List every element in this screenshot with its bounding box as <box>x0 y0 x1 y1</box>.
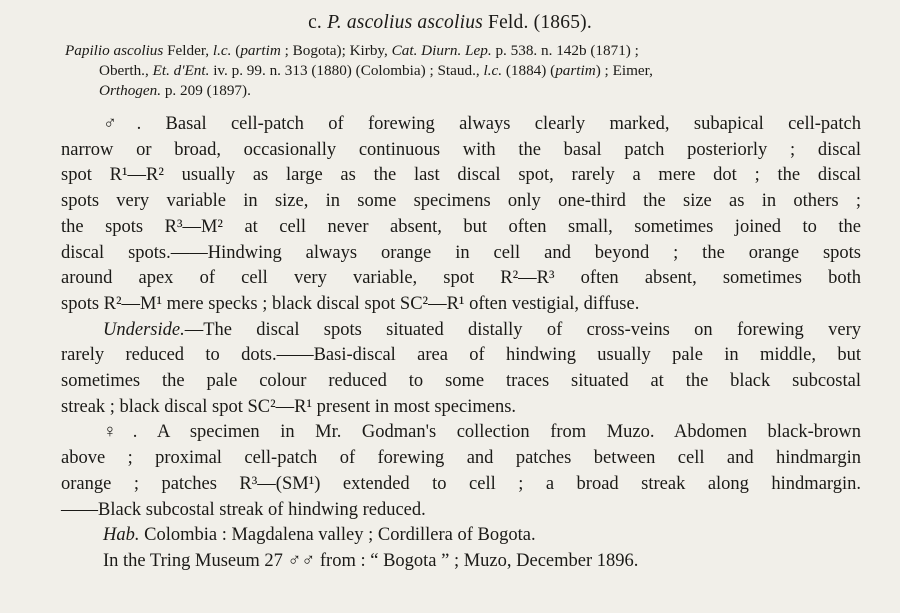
syn-text: Orthogen. <box>99 82 162 99</box>
text-line: ♂. Basal cell-patch of forewing always clearly marked, subapical cell-patch <box>103 114 861 134</box>
syn-text: p. 209 (1897). <box>161 82 251 99</box>
text-line: spots very variable in size, in some specimens only one-third the size as in others ; <box>61 191 861 212</box>
syn-text: Papilio ascolius <box>65 42 164 59</box>
text-line: sometimes the pale colour reduced to some traces situated at the black subcostal <box>61 371 861 392</box>
syn-text: iv. p. 99. n. 313 (1880) (Colombia) ; Staud., <box>209 62 484 79</box>
text-line <box>61 318 861 344</box>
syn-text: p. 538. n. 142b (1871) ; <box>491 42 639 59</box>
text-line: ♀. A specimen in Mr. Godman's collection from Muzo. Abdomen black-brown <box>103 422 861 443</box>
syn-text: (1884) ( <box>502 62 556 79</box>
syn-text: l.c. <box>212 42 232 59</box>
text-line: above ; proximal cell-patch of forewing and patches between cell and hindmargin <box>61 448 861 469</box>
syn-text: Felder, <box>163 42 213 59</box>
text-run: —The discal spots situated distally of cross-veins on forewing very <box>184 319 861 340</box>
museum-line: In the Tring Museum 27 ♂♂ from : “ Bogota ” ; Muzo, December 1896. <box>103 550 639 571</box>
text-line: discal spots.——Hindwing always orange in cell and beyond ; the orange spots <box>61 242 861 263</box>
text-line: ——Black subcostal streak of hindwing reduced. <box>61 499 426 520</box>
habitat-line <box>61 523 861 549</box>
heading-author: Feld. (1865). <box>482 12 592 33</box>
syn-text: Cat. Diurn. Lep. <box>391 42 492 59</box>
syn-text: partim <box>555 62 596 79</box>
male-paragraph <box>61 112 861 318</box>
syn-text: ) ; Eimer, <box>595 62 653 79</box>
synonymy-line-2 <box>65 61 865 81</box>
synonymy-block <box>65 41 865 101</box>
subspecies-heading <box>0 12 900 34</box>
syn-text: l.c. <box>483 62 503 79</box>
heading-species: P. ascolius ascolius <box>327 12 483 33</box>
habitat-text: Colombia : Magdalena valley ; Cordillera of Bogota. <box>139 525 536 546</box>
text-line: narrow or broad, occasionally continuous with the basal patch posteriorly ; discal <box>61 139 861 160</box>
text-line: orange ; patches R³—(SM¹) extended to cell ; a broad streak along hindmargin. <box>61 473 861 494</box>
text-line: around apex of cell very variable, spot R²—R³ often absent, sometimes both <box>61 268 861 289</box>
text-line: rarely reduced to dots.——Basi-discal area of hindwing usually pale in middle, but <box>61 345 861 366</box>
syn-text: Et. d'Ent. <box>152 62 210 79</box>
text-line: streak ; black discal spot SC²—R¹ present in most specimens. <box>61 396 517 417</box>
underside-label: Underside. <box>103 319 185 340</box>
habitat-label: Hab. <box>103 525 140 546</box>
syn-text: ; Bogota); Kirby, <box>280 42 392 59</box>
synonymy-line-1 <box>65 42 639 59</box>
text-line: spot R¹—R² usually as large as the last discal spot, rarely a mere dot ; the discal <box>61 165 861 186</box>
female-paragraph <box>61 420 861 523</box>
syn-text: ( <box>231 42 241 59</box>
syn-text: partim <box>240 42 281 59</box>
synonymy-line-3 <box>65 81 865 101</box>
text-line: spots R²—M¹ mere specks ; black discal spot SC²—R¹ often vestigial, diffuse. <box>61 293 640 314</box>
text-line: the spots R³—M² at cell never absent, but often small, sometimes joined to the <box>61 216 861 237</box>
description-body <box>61 112 861 575</box>
heading-prefix: c. <box>308 12 328 33</box>
syn-text: Oberth., <box>99 62 153 79</box>
underside-paragraph <box>61 318 861 421</box>
